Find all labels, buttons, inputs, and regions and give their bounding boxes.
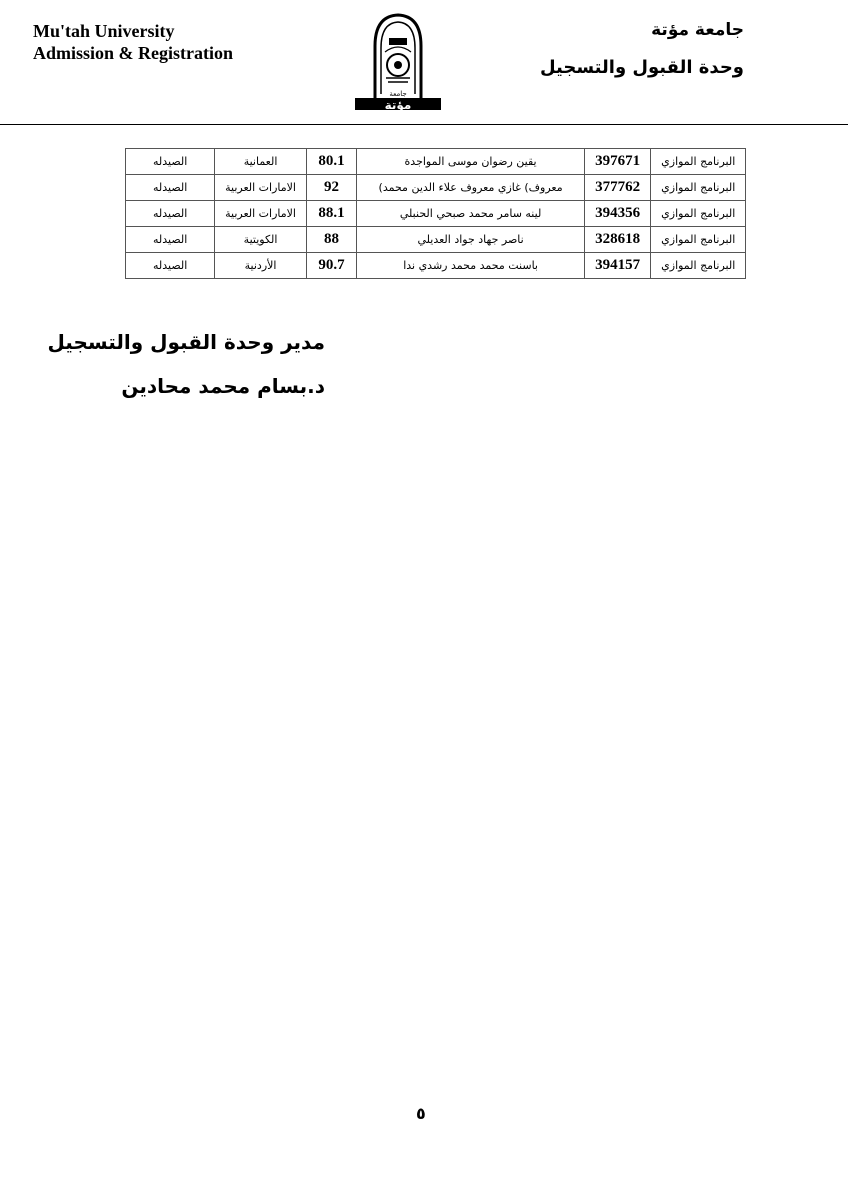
cell-average: 88.1 xyxy=(306,201,356,227)
admissions-table xyxy=(125,148,746,279)
cell-name: يقين رضوان موسى المواجدة xyxy=(357,149,585,175)
cell-average: 80.1 xyxy=(306,149,356,175)
table-row xyxy=(126,175,746,201)
table-row xyxy=(126,227,746,253)
table-row xyxy=(126,149,746,175)
cell-number: 328618 xyxy=(584,227,651,253)
cell-average: 92 xyxy=(306,175,356,201)
cell-average: 88 xyxy=(306,227,356,253)
cell-program: البرنامج الموازي xyxy=(651,175,746,201)
table-row xyxy=(126,201,746,227)
cell-nationality: الكويتية xyxy=(215,227,307,253)
cell-major: الصيدله xyxy=(126,201,215,227)
cell-average: 90.7 xyxy=(306,253,356,279)
cell-major: الصيدله xyxy=(126,175,215,201)
table-row xyxy=(126,253,746,279)
cell-major: الصيدله xyxy=(126,253,215,279)
logo-wordmark: مؤتة xyxy=(384,98,412,112)
cell-program: البرنامج الموازي xyxy=(651,149,746,175)
logo-subtext: جامعة xyxy=(389,90,407,98)
cell-nationality: الامارات العربية xyxy=(215,175,307,201)
cell-nationality: العمانية xyxy=(215,149,307,175)
cell-number: 394356 xyxy=(584,201,651,227)
header-divider xyxy=(0,124,848,125)
cell-name: لينه سامر محمد صبحي الحنبلي xyxy=(357,201,585,227)
header-arabic xyxy=(540,18,744,82)
cell-major: الصيدله xyxy=(126,227,215,253)
university-logo xyxy=(353,12,443,112)
header-english xyxy=(33,20,233,64)
cell-program: البرنامج الموازي xyxy=(651,201,746,227)
signature-name: د.بسام محمد محادين xyxy=(121,374,325,398)
cell-number: 397671 xyxy=(584,149,651,175)
cell-nationality: الأردنية xyxy=(215,253,307,279)
unit-name-ar: وحدة القبول والتسجيل xyxy=(539,57,744,78)
unit-name-en: Admission & Registration xyxy=(33,43,234,63)
cell-name: معروف) غازي معروف علاء الدين محمد) xyxy=(357,175,585,201)
page-number: ٥ xyxy=(416,1104,426,1123)
cell-name: باسنت محمد محمد رشدي ندا xyxy=(357,253,585,279)
cell-number: 394157 xyxy=(584,253,651,279)
cell-nationality: الامارات العربية xyxy=(215,201,307,227)
university-name-en: Mu'tah University xyxy=(33,21,175,41)
cell-number: 377762 xyxy=(584,175,651,201)
university-name-ar: جامعة مؤتة xyxy=(651,20,744,40)
signature-title: مدير وحدة القبول والتسجيل xyxy=(47,330,325,354)
cell-program: البرنامج الموازي xyxy=(651,227,746,253)
cell-program: البرنامج الموازي xyxy=(651,253,746,279)
cell-major: الصيدله xyxy=(126,149,215,175)
cell-name: ناصر جهاد جواد العديلي xyxy=(357,227,585,253)
